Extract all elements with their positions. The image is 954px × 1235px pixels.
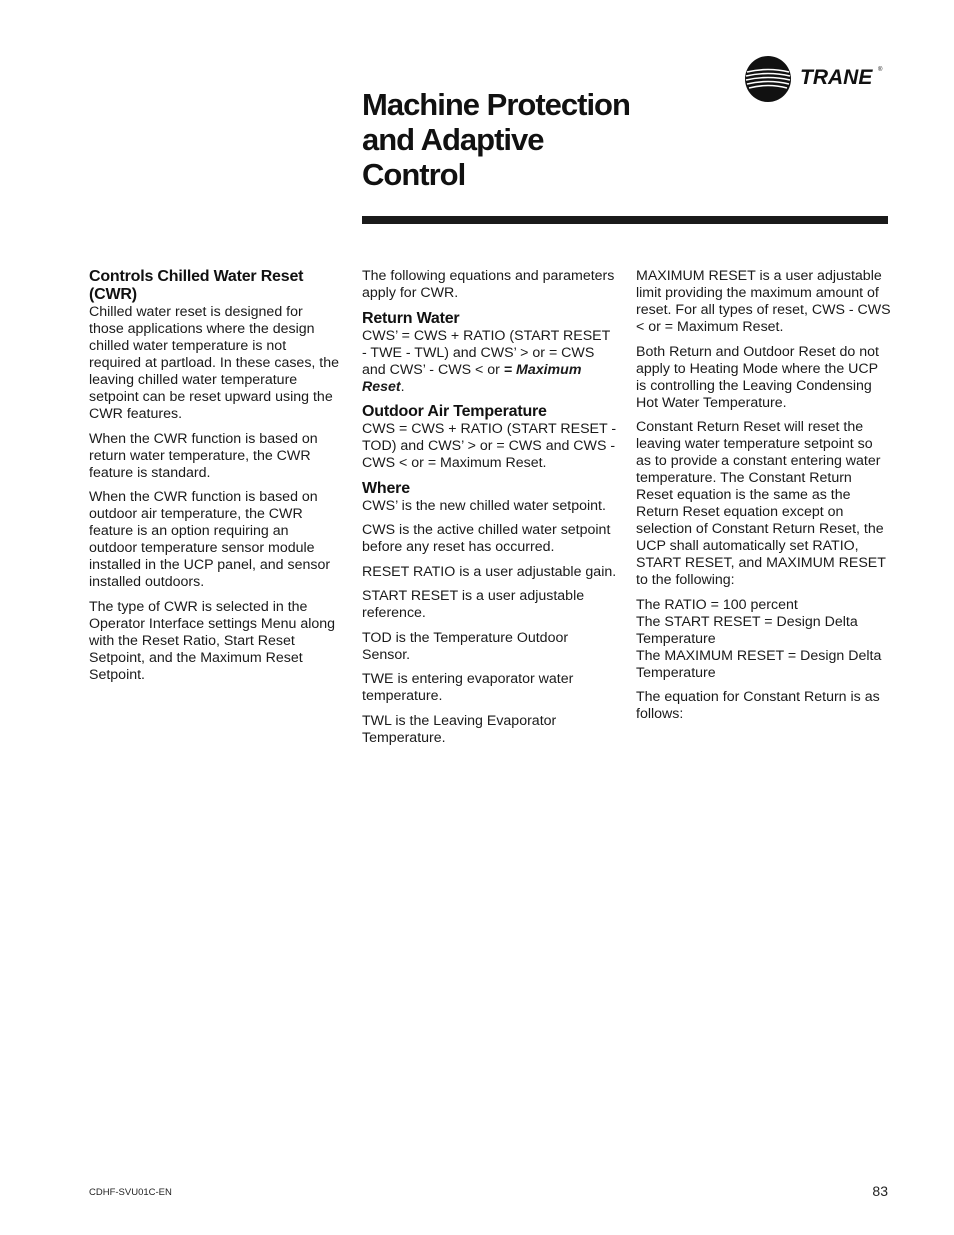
brand-name: TRANE bbox=[800, 66, 873, 89]
definition-item: TOD is the Temperature Outdoor Sensor. bbox=[362, 629, 569, 663]
subheading-outdoor-air: Outdoor Air Temperature bbox=[362, 403, 547, 420]
title-line: and Adaptive bbox=[362, 122, 544, 157]
paragraph: Chilled water reset is designed for those applications where the design chilled water temperature is not required at partload. In these cases, the leaving chilled water temperature setpoint can be reset upward using the CWR features. bbox=[89, 304, 340, 422]
definition-item: START RESET is a user adjustable reference. bbox=[362, 588, 585, 621]
setting-line: The START RESET = Design Delta Temperature bbox=[636, 613, 858, 647]
equation-emphasis: = Maximum Reset bbox=[362, 361, 582, 395]
paragraph: MAXIMUM RESET is a user adjustable limit providing the maximum amount of reset. For all types of reset, CWS - CWS < or = Maximum Reset. bbox=[636, 268, 891, 335]
column-left bbox=[89, 268, 339, 691]
paragraph: The type of CWR is selected in the Operator Interface settings Menu along with the Reset Ratio, Start Reset Setpoint, and the Maximum Reset Setpoint. bbox=[89, 598, 336, 683]
setting-line: The RATIO = 100 percent bbox=[636, 596, 798, 613]
paragraph: The following equations and parameters apply for CWR. bbox=[362, 268, 615, 301]
paragraph: Constant Return Reset will reset the leaving water temperature setpoint so as to provide a constant entering water temperature. The Constant Return Reset equation is the same as the Return Reset equation except on selection of Constant Return Reset, the UCP shall automatically set RATIO, START RESET, and MAXIMUM RESET to the following: bbox=[636, 419, 886, 588]
section-heading-cwr: Controls Chilled Water Reset (CWR) bbox=[89, 268, 304, 303]
page-title bbox=[362, 87, 782, 192]
page-number: 83 bbox=[872, 1183, 888, 1199]
definition-item: CWS is the active chilled water setpoint before any reset has occurred. bbox=[362, 522, 611, 555]
equation-return-water bbox=[362, 328, 617, 396]
title-line: Machine Protection bbox=[362, 87, 630, 122]
paragraph: The equation for Constant Return is as follows: bbox=[636, 689, 880, 722]
definition-item: TWL is the Leaving Evaporator Temperature. bbox=[362, 712, 557, 746]
equation-outdoor-air: CWS = CWS + RATIO (START RESET - TOD) and CWS’ > or = CWS and CWS - CWS < or = Maximum Reset. bbox=[362, 421, 617, 471]
document-id: CDHF-SVU01C-EN bbox=[89, 1187, 172, 1198]
definition-item: RESET RATIO is a user adjustable gain. bbox=[362, 563, 617, 580]
setting-line: The MAXIMUM RESET = Design Delta Temperature bbox=[636, 647, 882, 681]
settings-list bbox=[636, 597, 891, 682]
column-right bbox=[636, 268, 891, 731]
column-middle bbox=[362, 268, 617, 754]
paragraph: When the CWR function is based on outdoor air temperature, the CWR feature is an option requiring an outdoor temperature sensor module installed in the UCP panel, and sensor installed outdoors. bbox=[89, 489, 331, 590]
title-line: Control bbox=[362, 157, 466, 192]
registered-mark: ® bbox=[878, 67, 883, 73]
subheading-return-water: Return Water bbox=[362, 309, 460, 327]
equation-end: . bbox=[400, 378, 405, 395]
title-rule bbox=[362, 216, 888, 224]
paragraph: When the CWR function is based on return water temperature, the CWR feature is standard. bbox=[89, 430, 318, 481]
paragraph: Both Return and Outdoor Reset do not apply to Heating Mode where the UCP is controlling the Leaving Condensing Hot Water Temperature. bbox=[636, 343, 879, 411]
subheading-where: Where bbox=[362, 479, 410, 497]
equation-text: CWS’ = CWS + RATIO (START RESET - TWE - TWL) and CWS’ > or = CWS and CWS’ - CWS < or bbox=[362, 327, 611, 378]
definition-item: TWE is entering evaporator water temperature. bbox=[362, 671, 574, 704]
definition-item: CWS’ is the new chilled water setpoint. bbox=[362, 497, 606, 514]
